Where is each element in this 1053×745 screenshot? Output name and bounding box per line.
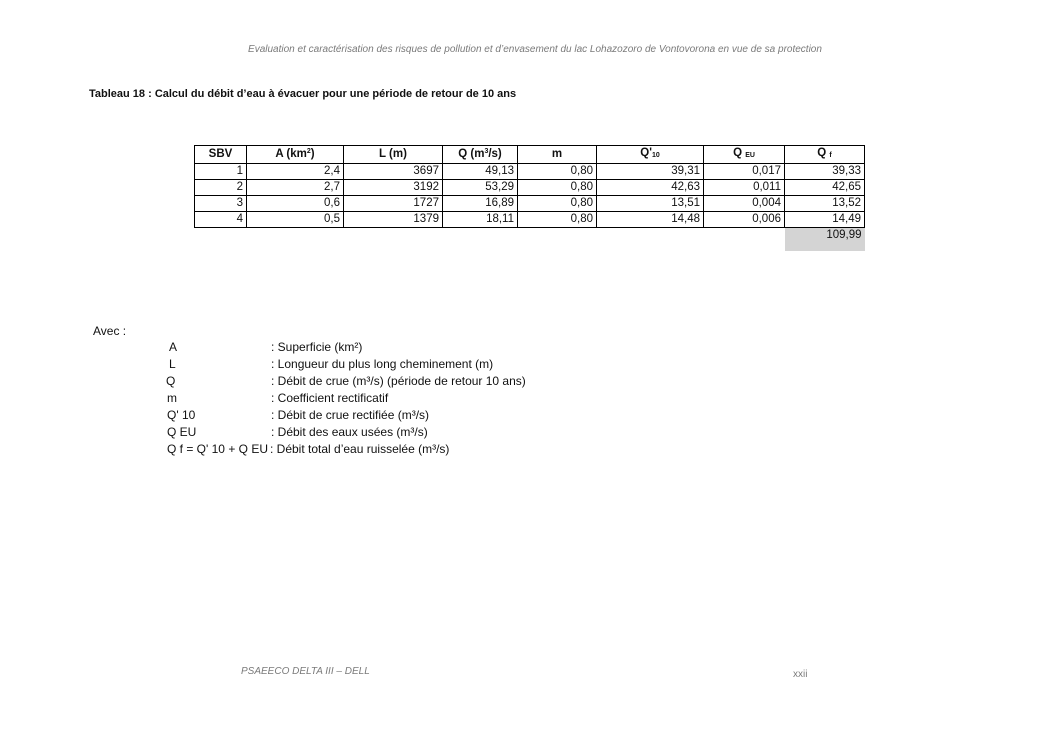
footer-project: PSAEECO DELTA III – DELL <box>241 666 370 677</box>
total-cell: 109,99 <box>785 228 865 252</box>
cell: 3697 <box>344 164 443 180</box>
legend-symbol: Q EU <box>167 425 197 439</box>
cell: 0,80 <box>518 212 597 228</box>
legend-intro: Avec : <box>93 324 127 338</box>
total-spacer <box>195 228 785 252</box>
cell: 4 <box>195 212 247 228</box>
cell: 14,48 <box>597 212 704 228</box>
col-qeu: Q $_{EU}$ <box>704 146 785 164</box>
legend-definition: : Longueur du plus long cheminement (m) <box>271 357 494 371</box>
legend-symbol: L <box>169 357 176 371</box>
table-row <box>195 196 865 212</box>
cell: 16,89 <box>443 196 518 212</box>
cell: 0,017 <box>704 164 785 180</box>
legend-symbol: m <box>167 391 177 405</box>
page-number: xxii <box>793 669 808 680</box>
col-qf: Q $_f$ <box>785 146 865 164</box>
legend-definition: : Coefficient rectificatif <box>271 391 389 405</box>
cell: 0,80 <box>518 164 597 180</box>
cell: 39,33 <box>785 164 865 180</box>
legend-definition: : Débit des eaux usées (m³/s) <box>271 425 428 439</box>
cell: 0,80 <box>518 196 597 212</box>
cell: 53,29 <box>443 180 518 196</box>
col-q: Q $(m^3/s)$ <box>443 146 518 164</box>
cell: 49,13 <box>443 164 518 180</box>
cell: 0,5 <box>247 212 344 228</box>
cell: 1727 <box>344 196 443 212</box>
legend-symbol: Q' 10 <box>167 408 196 422</box>
table-row <box>195 212 865 228</box>
cell: 0,004 <box>704 196 785 212</box>
legend-symbol: Q f = Q' 10 + Q EU <box>167 442 268 456</box>
cell: 0,6 <box>247 196 344 212</box>
legend-definition: : Superficie (km²) <box>271 340 363 354</box>
cell: 39,31 <box>597 164 704 180</box>
legend-symbol: A <box>169 340 178 354</box>
cell: 18,11 <box>443 212 518 228</box>
cell: 42,65 <box>785 180 865 196</box>
cell: 42,63 <box>597 180 704 196</box>
cell: 2,7 <box>247 180 344 196</box>
legend-definition: : Débit de crue (m³/s) (période de retour 10 ans) <box>271 374 526 388</box>
table-row <box>195 180 865 196</box>
cell: 2,4 <box>247 164 344 180</box>
cell: 3192 <box>344 180 443 196</box>
total-row <box>195 228 865 252</box>
col-area: A $(km^2)$ <box>247 146 344 164</box>
running-header: Evaluation et caractérisation des risques de pollution et d’envasement du lac Lohazozoro de Vontovorona en vue de sa protection <box>248 44 822 55</box>
cell: 14,49 <box>785 212 865 228</box>
cell: 13,51 <box>597 196 704 212</box>
cell: 1 <box>195 164 247 180</box>
table-caption: Tableau 18 : Calcul du débit d’eau à évacuer pour une période de retour de 10 ans <box>89 88 517 100</box>
col-length: L (m) <box>344 146 443 164</box>
legend-symbol: Q <box>166 374 176 388</box>
legend-definition: : Débit de crue rectifiée (m³/s) <box>271 408 430 422</box>
cell: 13,52 <box>785 196 865 212</box>
cell: 2 <box>195 180 247 196</box>
cell: 0,011 <box>704 180 785 196</box>
col-m: m <box>518 146 597 164</box>
col-q10: $Q'_{10}$ <box>597 146 704 164</box>
cell: 3 <box>195 196 247 212</box>
flow-table <box>194 145 865 251</box>
cell: 0,006 <box>704 212 785 228</box>
table-row <box>195 164 865 180</box>
legend-definition: : Débit total d’eau ruisselée (m³/s) <box>270 442 450 456</box>
table-header-row <box>195 146 865 164</box>
cell: 0,80 <box>518 180 597 196</box>
col-sbv: SBV <box>195 146 247 164</box>
cell: 1379 <box>344 212 443 228</box>
